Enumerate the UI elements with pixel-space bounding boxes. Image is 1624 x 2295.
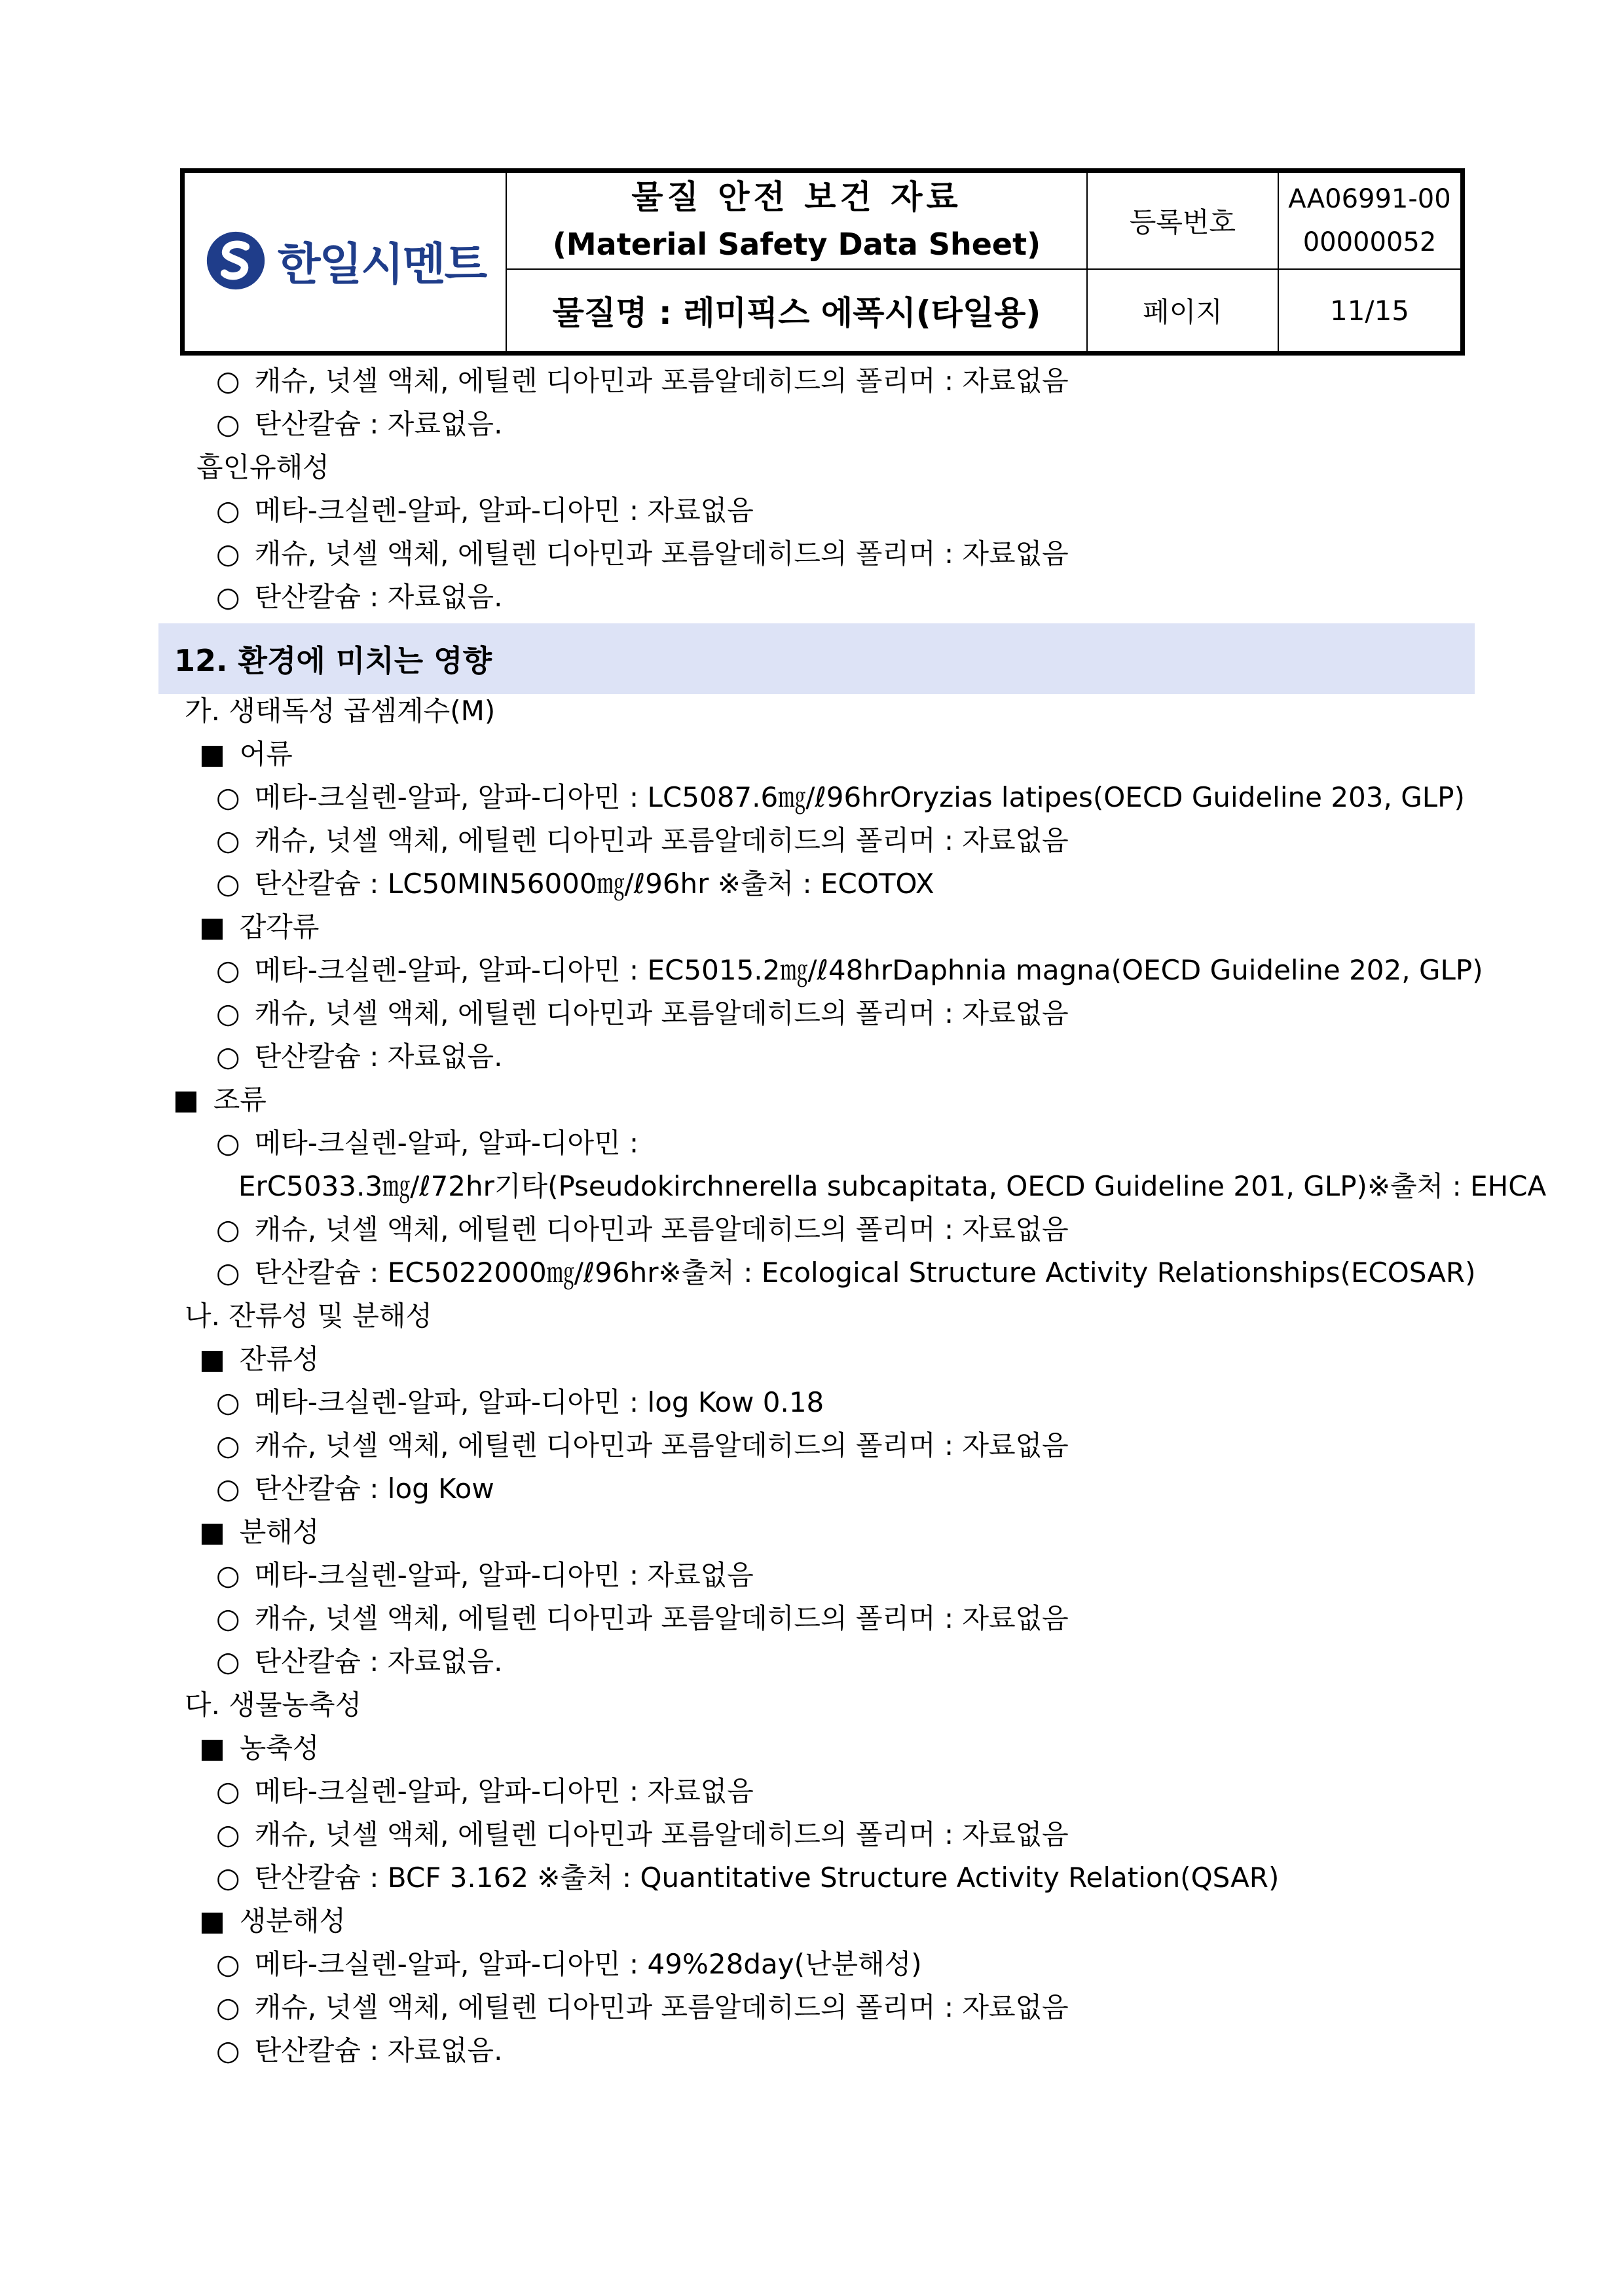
list-item: ○ 탄산칼슘 : 자료없음. [216, 579, 502, 615]
list-item: ○ 메타-크실렌-알파, 알파-디아민 : 자료없음 [216, 1773, 754, 1810]
list-item: ○ 캐슈, 넛셀 액체, 에틸렌 디아민과 포름알데히드의 폴리머 : 자료없음 [216, 1989, 1069, 2026]
category-heading: ■ 잔류성 [199, 1341, 319, 1378]
registration-number-line-2: 00000052 [1302, 227, 1437, 257]
circle-bullet-icon: ○ [216, 1040, 240, 1073]
subheading: 흡인유해성 [196, 451, 329, 483]
registration-number-line-1: AA06991-00 [1288, 184, 1451, 214]
company-logo-cell [184, 172, 506, 352]
square-bullet-icon: ■ [199, 1343, 225, 1375]
category-heading: ■ 분해성 [199, 1514, 319, 1551]
document-header [180, 168, 1465, 356]
circle-bullet-icon: ○ [216, 494, 240, 526]
company-logo-icon [204, 229, 267, 292]
list-item: ○ 메타-크실렌-알파, 알파-디아민 : EC5015.2㎎/ℓ48hrDaphnia magna(OECD Guideline 202, GLP) [216, 952, 1483, 989]
category-heading: ■ 농축성 [199, 1730, 319, 1767]
list-item: ○ 탄산칼슘 : 자료없음. [216, 406, 502, 443]
circle-bullet-icon: ○ [216, 1991, 240, 2023]
list-item-continuation: ErC5033.3㎎/ℓ72hr기타(Pseudokirchnerella subcapitata, OECD Guideline 201, GLP)※출처 : EHCA [238, 1170, 1547, 1202]
circle-bullet-icon: ○ [216, 1386, 240, 1418]
registration-number-cell [1278, 172, 1461, 269]
square-bullet-icon: ■ [199, 911, 225, 943]
section-heading-12 [158, 623, 1475, 694]
circle-bullet-icon: ○ [216, 2034, 240, 2066]
circle-bullet-icon: ○ [216, 824, 240, 856]
circle-bullet-icon: ○ [216, 1473, 240, 1505]
list-item: ○ 메타-크실렌-알파, 알파-디아민 : 자료없음 [216, 492, 754, 529]
list-item: ○ 메타-크실렌-알파, 알파-디아민 : LC5087.6㎎/ℓ96hrOryzias latipes(OECD Guideline 203, GLP) [216, 779, 1465, 816]
list-item: ○ 탄산칼슘 : 자료없음. [216, 2032, 502, 2069]
circle-bullet-icon: ○ [216, 1429, 240, 1461]
circle-bullet-icon: ○ [216, 868, 240, 900]
list-item: ○ 캐슈, 넛셀 액체, 에틸렌 디아민과 포름알데히드의 폴리머 : 자료없음 [216, 1816, 1069, 1853]
list-item: ○ 캐슈, 넛셀 액체, 에틸렌 디아민과 포름알데히드의 폴리머 : 자료없음 [216, 995, 1069, 1032]
circle-bullet-icon: ○ [216, 1775, 240, 1807]
circle-bullet-icon: ○ [216, 538, 240, 570]
list-item: ○ 캐슈, 넛셀 액체, 에틸렌 디아민과 포름알데히드의 폴리머 : 자료없음 [216, 1427, 1069, 1464]
page-label: 페이지 [1087, 269, 1278, 352]
list-item: ○ 메타-크실렌-알파, 알파-디아민 : [216, 1125, 638, 1162]
circle-bullet-icon: ○ [216, 1559, 240, 1591]
list-item: ○ 탄산칼슘 : LC50MIN56000㎎/ℓ96hr ※출처 : ECOTOX [216, 866, 934, 902]
circle-bullet-icon: ○ [216, 1948, 240, 1980]
list-item: ○ 캐슈, 넛셀 액체, 에틸렌 디아민과 포름알데히드의 폴리머 : 자료없음 [216, 822, 1069, 859]
circle-bullet-icon: ○ [216, 1127, 240, 1159]
circle-bullet-icon: ○ [216, 781, 240, 813]
list-item: ○ 캐슈, 넛셀 액체, 에틸렌 디아민과 포름알데히드의 폴리머 : 자료없음 [216, 1600, 1069, 1637]
subheading: 가. 생태독성 곱셈계수(M) [185, 695, 496, 727]
header-table [183, 172, 1462, 352]
list-item: ○ 메타-크실렌-알파, 알파-디아민 : log Kow 0.18 [216, 1384, 824, 1421]
section-title: 12. 환경에 미치는 영향 [174, 643, 492, 678]
list-item: ○ 메타-크실렌-알파, 알파-디아민 : 49%28day(난분해성) [216, 1946, 922, 1983]
list-item: ○ 탄산칼슘 : 자료없음. [216, 1643, 502, 1680]
list-item: ○ 캐슈, 넛셀 액체, 에틸렌 디아민과 포름알데히드의 폴리머 : 자료없음 [216, 363, 1069, 399]
circle-bullet-icon: ○ [216, 1862, 240, 1894]
document-title-en: (Material Safety Data Sheet) [552, 227, 1041, 262]
square-bullet-icon: ■ [199, 738, 225, 770]
list-item: ○ 탄산칼슘 : EC5022000㎎/ℓ96hr※출처 : Ecological Structure Activity Relationships(ECOSAR) [216, 1255, 1476, 1291]
subheading: 다. 생물농축성 [185, 1689, 362, 1721]
document-title-cell [506, 172, 1087, 269]
circle-bullet-icon: ○ [216, 1257, 240, 1289]
list-item: ○ 탄산칼슘 : BCF 3.162 ※출처 : Quantitative Structure Activity Relation(QSAR) [216, 1860, 1279, 1896]
company-logo [204, 229, 486, 293]
square-bullet-icon: ■ [173, 1084, 199, 1116]
circle-bullet-icon: ○ [216, 1645, 240, 1678]
company-name: 한일시멘트 [277, 238, 487, 291]
circle-bullet-icon: ○ [216, 997, 240, 1029]
material-name: 물질명 : 레미픽스 에폭시(타일용) [506, 269, 1087, 352]
circle-bullet-icon: ○ [216, 581, 240, 613]
subheading: 나. 잔류성 및 분해성 [185, 1300, 432, 1332]
circle-bullet-icon: ○ [216, 954, 240, 986]
circle-bullet-icon: ○ [216, 1213, 240, 1245]
category-heading: ■ 갑각류 [199, 909, 319, 946]
category-heading: ■ 조류 [173, 1082, 267, 1118]
circle-bullet-icon: ○ [216, 408, 240, 440]
list-item: ○ 메타-크실렌-알파, 알파-디아민 : 자료없음 [216, 1557, 754, 1594]
square-bullet-icon: ■ [199, 1516, 225, 1548]
category-heading: ■ 어류 [199, 736, 293, 773]
list-item: ○ 탄산칼슘 : log Kow [216, 1471, 494, 1507]
square-bullet-icon: ■ [199, 1732, 225, 1764]
document-title-ko: 물질 안전 보건 자료 [631, 178, 962, 216]
registration-label: 등록번호 [1087, 172, 1278, 269]
circle-bullet-icon: ○ [216, 365, 240, 397]
category-heading: ■ 생분해성 [199, 1903, 346, 1939]
list-item: ○ 캐슈, 넛셀 액체, 에틸렌 디아민과 포름알데히드의 폴리머 : 자료없음 [216, 536, 1069, 572]
circle-bullet-icon: ○ [216, 1602, 240, 1634]
circle-bullet-icon: ○ [216, 1818, 240, 1850]
list-item: ○ 캐슈, 넛셀 액체, 에틸렌 디아민과 포름알데히드의 폴리머 : 자료없음 [216, 1211, 1069, 1248]
list-item: ○ 탄산칼슘 : 자료없음. [216, 1038, 502, 1075]
page-number: 11/15 [1278, 269, 1461, 352]
square-bullet-icon: ■ [199, 1905, 225, 1937]
